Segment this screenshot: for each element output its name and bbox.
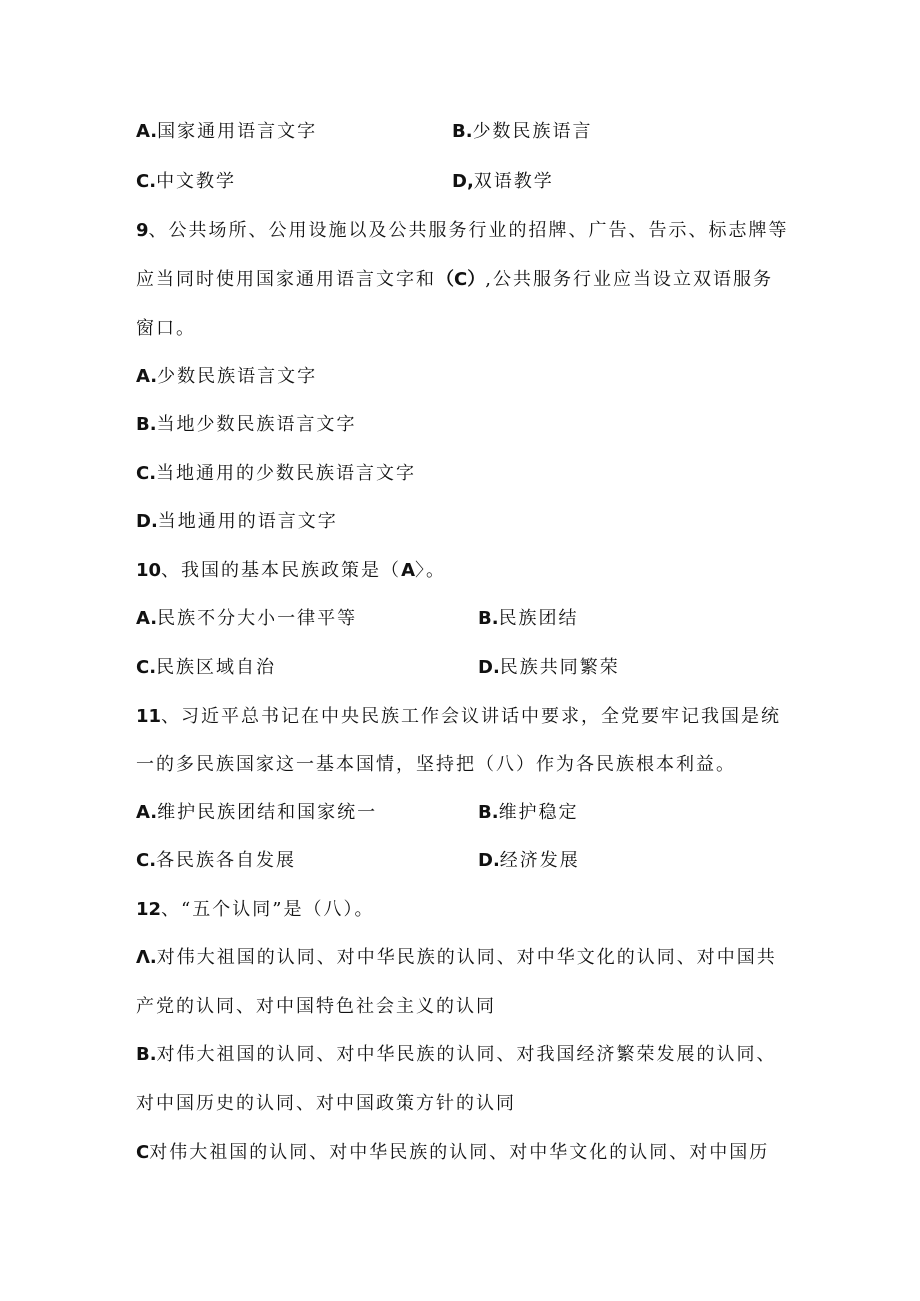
q9-option-d: D.当地通用的语言文字 bbox=[136, 511, 338, 532]
q9-stem-line1: 9、公共场所、公用设施以及公共服务行业的招牌、广告、告示、标志牌等 bbox=[136, 220, 789, 241]
q8-option-b: B.少数民族语言 bbox=[452, 121, 593, 142]
q12-option-a-line1: Λ.对伟大祖国的认同、对中华民族的认同、对中华文化的认同、对中国共 bbox=[136, 947, 777, 968]
q9-stem-line2: 应当同时使用国家通用语言文字和（C）,公共服务行业应当设立双语服务 bbox=[136, 269, 773, 290]
q11-stem-line1: 11、习近平总书记在中央民族工作会议讲话中要求，全党要牢记我国是统 bbox=[136, 706, 782, 727]
q8-option-a: A.国家通用语言文字 bbox=[136, 121, 318, 142]
q12-option-a-line2: 产党的认同、对中国特色社会主义的认同 bbox=[136, 996, 496, 1017]
q11-stem-line2: 一的多民族国家这一基本国情，坚持把（八）作为各民族根本利益。 bbox=[136, 754, 736, 775]
q12-option-b-line2: 对中国历史的认同、对中国政策方针的认同 bbox=[136, 1093, 516, 1114]
q9-option-c: C.当地通用的少数民族语言文字 bbox=[136, 463, 417, 484]
q12-stem: 12、“五个认同”是（八）。 bbox=[136, 899, 375, 920]
q11-option-b: B.维护稳定 bbox=[478, 802, 579, 823]
q11-option-c: C.各民族各自发展 bbox=[136, 850, 297, 871]
q11-option-d: D.经济发展 bbox=[478, 850, 580, 871]
q10-stem: 10、我国的基本民族政策是（A〉。 bbox=[136, 560, 446, 581]
q11-option-a: A.维护民族团结和国家统一 bbox=[136, 802, 378, 823]
q10-option-b: B.民族团结 bbox=[478, 608, 579, 629]
q10-option-d: D.民族共同繁荣 bbox=[478, 657, 620, 678]
q10-option-c: C.民族区域自治 bbox=[136, 657, 277, 678]
q9-stem-line3: 窗口。 bbox=[136, 318, 196, 339]
q12-option-b-line1: B.对伟大祖国的认同、对中华民族的认同、对我国经济繁荣发展的认同、 bbox=[136, 1044, 777, 1065]
q9-option-b: B.当地少数民族语言文字 bbox=[136, 414, 357, 435]
q8-option-c: C.中文教学 bbox=[136, 171, 237, 192]
q12-option-c-line1: C对伟大祖国的认同、对中华民族的认同、对中华文化的认同、对中国历 bbox=[136, 1142, 770, 1163]
q8-option-d: D,双语教学 bbox=[452, 171, 554, 192]
q9-option-a: A.少数民族语言文字 bbox=[136, 366, 318, 387]
q10-option-a: A.民族不分大小一律平等 bbox=[136, 608, 358, 629]
